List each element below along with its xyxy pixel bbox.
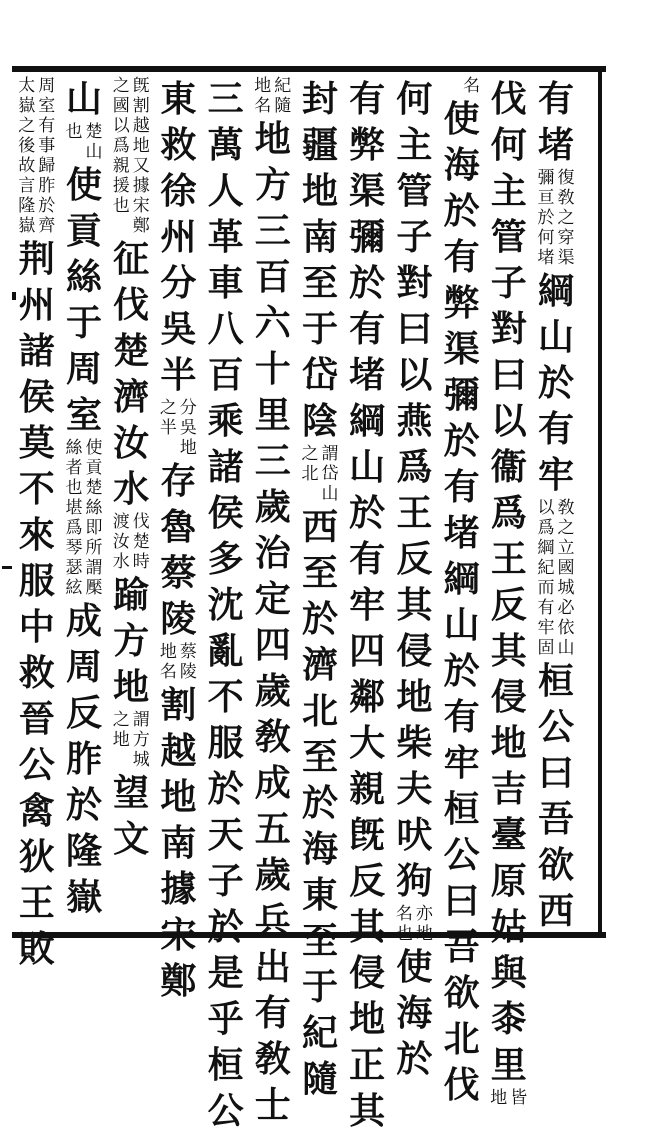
text-column xyxy=(392,76,436,1080)
annotation xyxy=(395,904,434,944)
main-text: 踰 方 地 xyxy=(113,574,150,708)
main-text: 征 伐 楚 濟 汝 水 xyxy=(113,238,150,510)
text-column xyxy=(534,76,578,932)
annotation-line: 伐 楚 時 xyxy=(132,512,150,572)
annotation-line: 地 xyxy=(490,1088,508,1108)
annotation-line: 紀 隨 xyxy=(274,76,292,116)
text-column xyxy=(345,76,389,1132)
main-text: 封 疆 地 南 至 于 岱 陰 xyxy=(301,78,338,442)
annotation-line: 謂 岱 山 xyxy=(321,444,339,504)
text-column xyxy=(156,76,200,1002)
annotation-line: 之 北 xyxy=(301,444,319,484)
annotation-line: 名 xyxy=(463,76,481,96)
annotation-line: 使 貢 楚 絲 即 所 謂 檿 xyxy=(85,438,103,598)
text-column xyxy=(204,76,248,1132)
main-text: 西 至 於 濟 北 至 於 海 東 至 于 紀 隨 xyxy=(301,506,338,1100)
main-text: 山 xyxy=(65,78,102,120)
text-column xyxy=(298,76,342,1100)
text-column xyxy=(15,76,59,970)
annotation-line: 分 吳 地 xyxy=(179,398,197,458)
annotation xyxy=(442,76,481,96)
main-text: 使 海 於 xyxy=(396,946,433,1080)
main-text: 有 弊 渠 彌 於 有 堵 綱 山 於 有 牢 四 鄰 大 親 旣 反 其 侵 地 正 其 xyxy=(349,78,386,1132)
annotation-line: 也 xyxy=(65,122,83,142)
main-text: 成 周 反 胙 於 隆 嶽 xyxy=(65,600,102,918)
annotation xyxy=(537,498,576,658)
annotation-line: 旣 割 越 地 又 據 宋 鄭 xyxy=(132,76,150,236)
text-column xyxy=(440,76,484,1106)
main-text: 伐 何 主 管 子 對 曰 以 衞 爲 王 反 其 侵 地 吉 臺 原 姑 與 桼 里 xyxy=(490,78,527,1086)
annotation xyxy=(112,710,151,770)
main-text: 有 堵 xyxy=(537,78,574,166)
main-text: 望 文 xyxy=(113,772,150,860)
annotation-line: 周 室 有 事 歸 胙 於 齊 xyxy=(38,76,56,236)
annotation-line: 之 地 xyxy=(112,710,130,750)
annotation xyxy=(159,642,198,682)
annotation xyxy=(301,444,340,504)
text-column xyxy=(251,76,295,1126)
text-column xyxy=(487,76,531,1108)
annotation-line: 地 名 xyxy=(159,642,177,682)
annotation-line xyxy=(442,76,461,96)
annotation xyxy=(253,76,292,116)
annotation xyxy=(17,76,56,236)
annotation xyxy=(489,1088,528,1108)
annotation-line: 渡 汝 水 xyxy=(112,512,130,572)
annotation-line: 地 名 xyxy=(254,76,272,116)
annotation-line: 之 國 以 爲 親 援 也 xyxy=(112,76,130,216)
main-text: 地 方 三 百 六 十 里 三 歲 治 定 四 歲 敎 成 五 歲 兵 出 有 敎 士 xyxy=(254,118,291,1126)
main-text: 使 貢 絲 于 周 室 xyxy=(65,164,102,436)
main-text: 桓 公 曰 吾 欲 西 xyxy=(537,660,574,932)
main-text: 存 魯 蔡 陵 xyxy=(160,460,197,640)
border-top-rule xyxy=(12,66,606,72)
annotation-line: 皆 xyxy=(510,1088,528,1108)
annotation xyxy=(159,398,198,458)
main-text: 使 海 於 有 弊 渠 彌 於 有 堵 綱 山 於 有 牢 桓 公 曰 吾 欲 北 伐 xyxy=(443,98,480,1106)
annotation-line: 太 嶽 之 後 故 言 隆 嶽 xyxy=(18,76,36,236)
text-column xyxy=(109,76,153,928)
annotation-line: 謂 方 城 xyxy=(132,710,150,770)
margin-mark xyxy=(2,566,12,569)
annotation-line: 蔡 陵 xyxy=(179,642,197,682)
annotation-line: 楚 山 xyxy=(85,122,103,162)
main-text: 割 越 地 南 據 宋 鄭 xyxy=(160,684,197,1002)
annotation-line: 絲 者 也 堪 爲 琴 瑟 絃 xyxy=(65,438,83,598)
annotation xyxy=(65,122,104,162)
main-text: 何 主 管 子 對 曰 以 燕 爲 王 反 其 侵 地 柴 夫 吠 狗 xyxy=(396,78,433,902)
annotation-line: 亦 地 xyxy=(415,904,433,944)
annotation xyxy=(537,168,576,268)
annotation-line: 之 半 xyxy=(159,398,177,438)
annotation xyxy=(112,512,151,572)
annotation-line: 名 也 xyxy=(395,904,413,944)
border-right-rule xyxy=(598,66,602,938)
main-text: 荆 州 諸 侯 莫 不 來 服 中 救 晉 公 禽 狄 王 敗 xyxy=(18,238,55,970)
annotation xyxy=(112,76,151,236)
annotation-line: 敎 之 立 國 城 必 依 山 xyxy=(557,498,575,658)
annotation xyxy=(65,438,104,598)
main-text: 三 萬 人 革 車 八 百 乘 諸 侯 多 沈 亂 不 服 於 天 子 於 是 乎 桓 公 xyxy=(207,78,244,1132)
main-text: 東 救 徐 州 分 吳 半 xyxy=(160,78,197,396)
main-text: 綱 山 於 有 牢 xyxy=(537,270,574,496)
annotation-line: 復 敎 之 穿 渠 xyxy=(557,168,575,268)
text-column xyxy=(62,76,106,928)
annotation-line: 以 爲 綱 紀 而 有 牢 固 xyxy=(537,498,555,658)
annotation-line: 彌 亘 於 何 堵 xyxy=(537,168,555,268)
